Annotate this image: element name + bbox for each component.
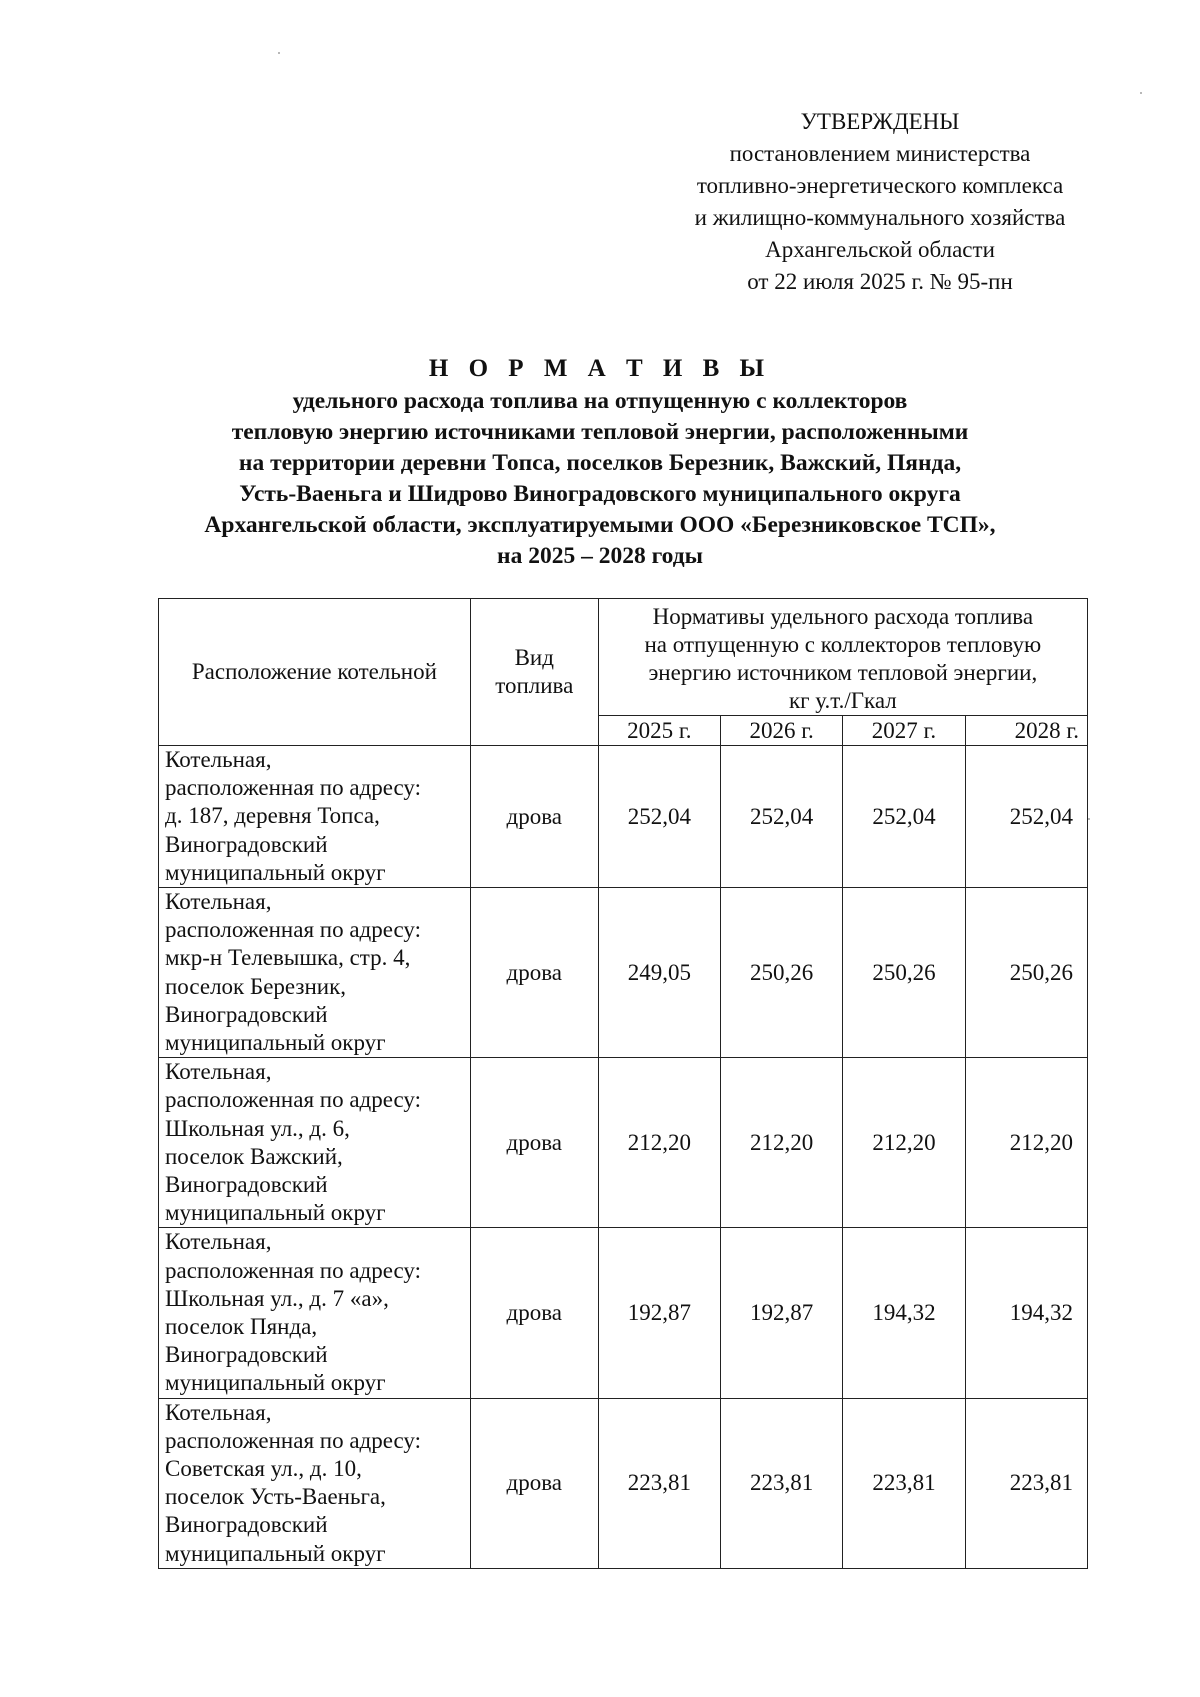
value-cell: 223,81 — [720, 1398, 842, 1568]
heading-line: Усть-Ваеньга и Шидрово Виноградовского муниципального округа — [239, 481, 961, 507]
location-line: Виноградовский — [165, 1001, 328, 1027]
year-header: 2027 г. — [843, 716, 965, 746]
location-line: расположенная по адресу: — [165, 917, 422, 943]
location-line: мкр-н Телевышка, стр. 4, — [165, 945, 411, 971]
table-row — [159, 888, 1088, 1058]
location-line: Котельная, — [165, 1059, 272, 1085]
value-cell: 192,87 — [720, 1228, 842, 1398]
value-cell: 212,20 — [843, 1058, 965, 1228]
location-cell — [159, 746, 471, 888]
approval-title: УТВЕРЖДЕНЫ — [800, 109, 960, 134]
fuel-header-line: Вид — [514, 645, 554, 670]
fuel-cell: дрова — [470, 1058, 598, 1228]
norms-group-header — [598, 599, 1087, 716]
location-line: Советская ул., д. 10, — [165, 1456, 362, 1482]
location-line: муниципальный округ — [165, 1540, 386, 1566]
fuel-column-header — [470, 599, 598, 746]
table-row — [159, 1228, 1088, 1398]
table-header-row — [159, 599, 1088, 716]
location-line: Котельная, — [165, 747, 272, 772]
value-cell: 223,81 — [598, 1398, 720, 1568]
value-cell: 192,87 — [598, 1228, 720, 1398]
location-line: расположенная по адресу: — [165, 1257, 422, 1283]
value-cell: 250,26 — [843, 888, 965, 1058]
location-line: муниципальный округ — [165, 1200, 386, 1226]
value-cell: 250,26 — [720, 888, 842, 1058]
value-cell: 249,05 — [598, 888, 720, 1058]
document-heading — [150, 352, 1050, 572]
year-header: 2025 г. — [598, 716, 720, 746]
value-cell: 223,81 — [843, 1398, 965, 1568]
value-cell: 252,04 — [965, 746, 1087, 888]
fuel-header-line: топлива — [495, 673, 574, 698]
year-header: 2026 г. — [720, 716, 842, 746]
table-row — [159, 746, 1088, 888]
location-cell — [159, 1228, 471, 1398]
value-cell: 212,20 — [965, 1058, 1087, 1228]
location-line: муниципальный округ — [165, 859, 386, 885]
fuel-cell: дрова — [470, 1228, 598, 1398]
location-line: поселок Важский, — [165, 1143, 343, 1169]
location-line: расположенная по адресу: — [165, 1427, 422, 1453]
group-header-line: Нормативы удельного расхода топлива — [652, 604, 1034, 629]
location-line: Виноградовский — [165, 1512, 328, 1538]
location-cell — [159, 1058, 471, 1228]
fuel-cell: дрова — [470, 1398, 598, 1568]
location-line: поселок Усть-Ваеньга, — [165, 1484, 386, 1510]
value-cell: 252,04 — [843, 746, 965, 888]
document-title: Н О Р М А Т И В Ы — [428, 355, 772, 382]
approval-block — [600, 106, 1160, 298]
location-line: муниципальный округ — [165, 1370, 386, 1396]
approval-line: постановлением министерства — [729, 141, 1031, 166]
scan-speck — [1088, 818, 1090, 820]
location-line: расположенная по адресу: — [165, 1087, 422, 1113]
heading-line: Архангельской области, эксплуатируемыми ООО «Березниковское ТСП», — [204, 512, 996, 538]
group-header-line: кг у.т./Гкал — [788, 688, 897, 713]
scan-speck — [1140, 92, 1142, 94]
location-line: Школьная ул., д. 6, — [165, 1115, 350, 1141]
approval-date-line: от 22 июля 2025 г. № 95-пн — [747, 269, 1013, 294]
value-cell: 212,20 — [720, 1058, 842, 1228]
fuel-cell: дрова — [470, 888, 598, 1058]
approval-line: топливно-энергетического комплекса — [696, 173, 1064, 198]
location-line: Школьная ул., д. 7 «а», — [165, 1285, 389, 1311]
heading-line: тепловую энергию источниками тепловой энергии, расположенными — [231, 419, 969, 445]
heading-line: на территории деревни Топса, поселков Березник, Важский, Пянда, — [238, 450, 962, 476]
value-cell: 252,04 — [720, 746, 842, 888]
fuel-cell: дрова — [470, 746, 598, 888]
group-header-line: на отпущенную с коллекторов тепловую — [644, 632, 1042, 657]
group-header-line: энергию источником тепловой энергии, — [648, 660, 1038, 685]
value-cell: 212,20 — [598, 1058, 720, 1228]
location-line: поселок Березник, — [165, 973, 347, 999]
location-line: поселок Пянда, — [165, 1314, 318, 1340]
location-line: Виноградовский — [165, 1172, 328, 1198]
location-column-header: Расположение котельной — [159, 599, 471, 746]
table-row — [159, 1058, 1088, 1228]
value-cell: 252,04 — [598, 746, 720, 888]
value-cell: 250,26 — [965, 888, 1087, 1058]
location-cell — [159, 888, 471, 1058]
value-cell: 194,32 — [965, 1228, 1087, 1398]
heading-line: удельного расхода топлива на отпущенную с коллекторов — [292, 388, 908, 414]
location-line: расположенная по адресу: — [165, 775, 422, 801]
year-header: 2028 г. — [965, 716, 1087, 746]
approval-line: Архангельской области — [765, 237, 995, 262]
location-line: Котельная, — [165, 889, 272, 915]
location-cell — [159, 1398, 471, 1568]
table-row — [159, 1398, 1088, 1568]
location-line: Виноградовский — [165, 1342, 328, 1368]
location-line: Виноградовский — [165, 831, 328, 857]
value-cell: 194,32 — [843, 1228, 965, 1398]
location-line: муниципальный округ — [165, 1030, 386, 1056]
heading-line: на 2025 – 2028 годы — [497, 543, 703, 569]
approval-line: и жилищно-коммунального хозяйства — [694, 205, 1066, 230]
norms-table — [158, 598, 1088, 1569]
location-line: Котельная, — [165, 1229, 272, 1255]
scan-speck — [278, 52, 280, 54]
location-line: Котельная, — [165, 1399, 272, 1425]
value-cell: 223,81 — [965, 1398, 1087, 1568]
location-line: д. 187, деревня Топса, — [165, 803, 380, 829]
